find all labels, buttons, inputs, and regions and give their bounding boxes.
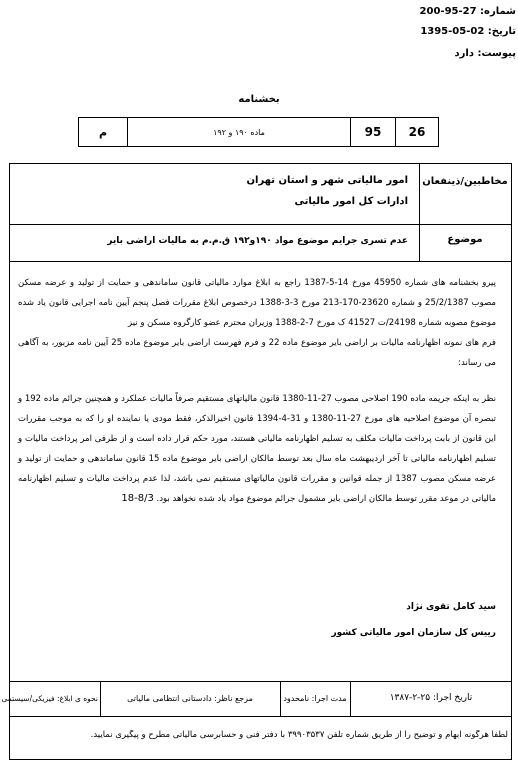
ref-cell-95: 95 bbox=[351, 118, 396, 147]
ref-cell-26: 26 bbox=[396, 118, 439, 147]
letter-attachment bbox=[398, 48, 516, 59]
body-paragraph-3-code: 18-8/3 bbox=[121, 493, 154, 504]
document-body bbox=[18, 273, 496, 509]
letter-date bbox=[398, 26, 516, 37]
body-paragraph-2: فرم های نمونه اظهارنامه مالیات بر اراضی بایر موضوع ماده 22 و فرم فهرست اراضی بایر موضوع ماده 25 آیین نامه مزبور، به آگاهی می رساند: bbox=[18, 338, 496, 368]
letter-date-label: تاریخ: bbox=[487, 26, 516, 37]
footer-authority: مرجع ناظر: دادستانی انتظامی مالیاتی bbox=[127, 694, 253, 703]
footer-duration: مدت اجرا: نامحدود bbox=[283, 694, 347, 703]
signature-title: رییس کل سازمان امور مالیاتی کشور bbox=[331, 628, 496, 638]
letter-number bbox=[398, 6, 516, 17]
subject-label: موضوع bbox=[447, 234, 483, 245]
footer-notify-method: نحوه ی ابلاغ: فیزیکی/سیستمی bbox=[1, 694, 98, 703]
letter-attachment-label: پیوست: bbox=[477, 48, 516, 59]
letter-attachment-value: دارد bbox=[454, 48, 474, 59]
subject-text: عدم تسری جرایم موضوع مواد ۱۹۰و۱۹۲ ق.م.م به مالیات اراضی بایر bbox=[107, 236, 408, 246]
footer-issue-date: تاریخ اجرا: ۲۵-۲-۱۳۸۷ bbox=[389, 693, 473, 703]
letter-number-label: شماره: bbox=[480, 6, 516, 17]
reference-table bbox=[78, 117, 439, 147]
addressees-label: مخاطبین/ذینفعان bbox=[422, 176, 508, 187]
letter-number-value: 200-95-27 bbox=[419, 6, 477, 17]
body-paragraph-1: پیرو بخشنامه های شماره 45950 مورخ 14-5-1387 راجع به ابلاغ موارد مالیاتی قانون ساماندهی و حمایت از تولید و عرضه مسکن مصوب 25/2/1387 و شماره 23620-170-213 مورخ 3-3-1388 درخصوص ابلاغ مقررات فصل پنجم آیین نامه اجرایی قانون یاد شده موضوع مصوبه شماره 24198/ت 41527 ک مورخ 7-2-1388 وزیران محترم عضو کارگروه مسکن و نیز bbox=[18, 278, 496, 328]
body-paragraph-3 bbox=[18, 389, 496, 509]
letter-date-value: 1395-05-02 bbox=[420, 26, 485, 37]
ref-cell-m: م bbox=[79, 118, 128, 147]
addressee-line-1: امور مالیاتی شهر و استان تهران bbox=[246, 175, 408, 186]
body-paragraph-3-text: نظر به اینکه جریمه ماده 190 اصلاحی مصوب 27-11-1380 قانون مالیاتهای مستقیم صرفاً مالیات عملکرد و همچنین جرائم ماده 192 و تبصره آن موضوع اصلاحیه های مورخ 27-11-1380 و 31-4-1394 قانون اخیرالذکر، فقط مودی یا نماینده او را که به موجب مقررات این قانون از بابت پرداخت مالیات مکلف به تسلیم اظهارنامه مالیاتی هستند، مورد حکم قرار داده است و از طرفی امر پرداخت مالیات و تسلیم اظهارنامه مالیاتی تا آخر اردیبهشت ماه سال بعد توسط مالکان اراضی بایر موضوع ماده 15 قانون ساماندهی و حمایت از تولید و عرضه مسکن مصوب 1387 از جمله قوانین و مقررات قانون مالیاتهای مستقیم نمی باشد، لذا عدم پرداخت مالیات و تسلیم اظهارنامه مالیاتی در موعد مقرر توسط مالکان اراضی بایر مشمول جرائم موضوع مواد یاد شده نخواهد بود. bbox=[18, 394, 496, 504]
document-type-title: بخشنامه bbox=[238, 94, 280, 105]
footer-contact-note: لطفا هرگونه ابهام و توضیح را از طریق شماره تلفن ۳۹۹۰۳۵۳۷ با دفتر فنی و حسابرسی مالیاتی مطرح و پیگیری نمایید. bbox=[90, 730, 508, 740]
ref-cell-subject: ماده ۱۹۰ و ۱۹۲ bbox=[128, 118, 351, 147]
signature-name: سید کامل تقوی نژاد bbox=[406, 602, 496, 612]
addressee-line-2: ادارات کل امور مالیاتی bbox=[294, 196, 408, 207]
